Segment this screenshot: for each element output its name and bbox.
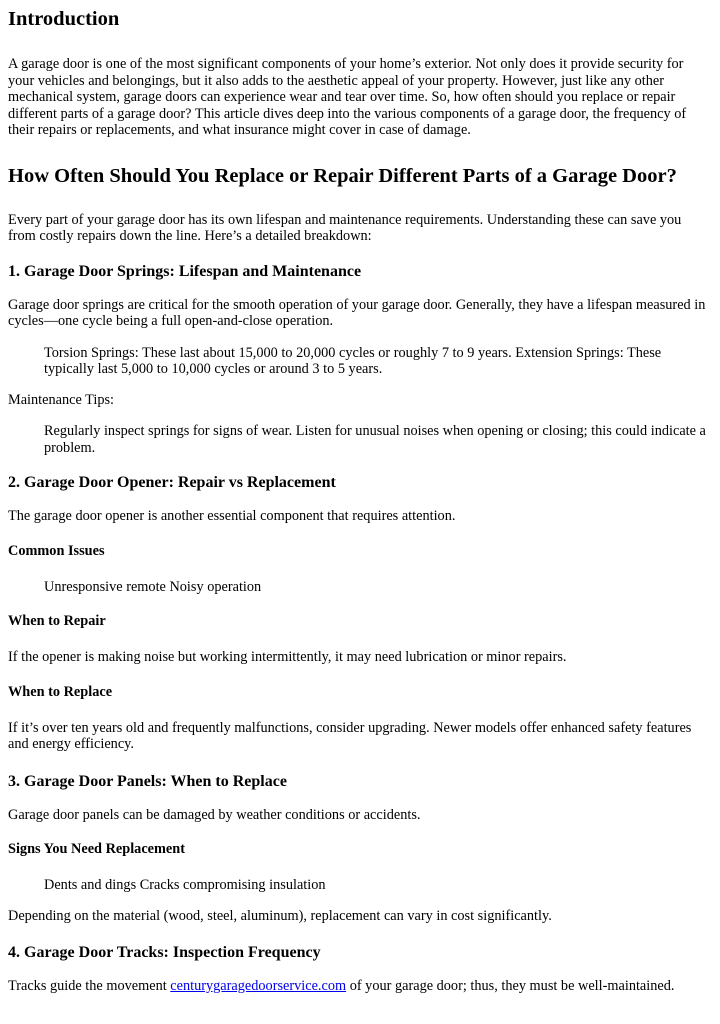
springs-tips-quote: Regularly inspect springs for signs of wear. Listen for unusual noises when opening or closing; this could indicate a problem. bbox=[44, 423, 706, 456]
springs-tips-label: Maintenance Tips: bbox=[8, 391, 115, 408]
panels-signs-quote: Dents and dings Cracks compromising insulation bbox=[44, 877, 326, 893]
century-garage-door-link[interactable]: centurygaragedoorservice.com bbox=[170, 978, 347, 994]
opener-repair-paragraph: If the opener is making noise but working intermittently, it may need lubrication or minor repairs. bbox=[8, 649, 567, 665]
opener-replace-heading: When to Replace bbox=[8, 683, 113, 700]
opener-common-heading: Common Issues bbox=[8, 542, 105, 559]
panels-heading: 3. Garage Door Panels: When to Replace bbox=[8, 772, 287, 790]
intro-heading: Introduction bbox=[8, 8, 120, 30]
opener-paragraph: The garage door opener is another essential component that requires attention. bbox=[8, 508, 456, 524]
panels-cost-paragraph: Depending on the material (wood, steel, aluminum), replacement can vary in cost significantly. bbox=[8, 907, 552, 924]
springs-quote: Torsion Springs: These last about 15,000 to 20,000 cycles or roughly 7 to 9 years. Extension Springs: These typically last 5,000 to 10,000 cycles or around 3 to 5 years. bbox=[44, 344, 662, 377]
panels-paragraph: Garage door panels can be damaged by weather conditions or accidents. bbox=[8, 806, 421, 823]
main-paragraph: Every part of your garage door has its own lifespan and maintenance requirements. Understanding these can save you from costly repairs down the line. Here’s a detailed breakdown: bbox=[8, 211, 682, 244]
main-heading: How Often Should You Replace or Repair Different Parts of a Garage Door? bbox=[8, 164, 677, 187]
tracks-paragraph bbox=[8, 978, 712, 995]
tracks-heading: 4. Garage Door Tracks: Inspection Frequency bbox=[8, 944, 321, 961]
opener-heading: 2. Garage Door Opener: Repair vs Replacement bbox=[8, 474, 336, 491]
springs-paragraph: Garage door springs are critical for the smooth operation of your garage door. Generally, they have a lifespan measured in cycles—one cycle being a full open-and-close operation. bbox=[8, 296, 706, 329]
tracks-text-before: Tracks guide the movement bbox=[8, 978, 171, 994]
opener-replace-paragraph: If it’s over ten years old and frequently malfunctions, consider upgrading. Newer models offer enhanced safety features and energy efficiency. bbox=[8, 719, 692, 752]
tracks-text-after: of your garage door; thus, they must be well-maintained. bbox=[346, 978, 675, 994]
article bbox=[0, 7, 720, 995]
intro-paragraph: A garage door is one of the most significant components of your home’s exterior. Not only does it provide security for your vehicles and belongings, but it also adds to the aesthetic appeal of your property. However, just like any other mechanical system, garage doors can experience wear and tear over time. So, how often should you replace or repair different parts of a garage door? This article dives deep into the various components of a garage door, the frequency of their repairs or replacements, and what insurance might cover in case of damage. bbox=[8, 56, 687, 138]
opener-repair-heading: When to Repair bbox=[8, 613, 106, 629]
panels-signs-heading: Signs You Need Replacement bbox=[8, 841, 185, 857]
springs-heading: 1. Garage Door Springs: Lifespan and Maintenance bbox=[8, 262, 362, 280]
opener-common-quote: Unresponsive remote Noisy operation bbox=[44, 578, 262, 595]
